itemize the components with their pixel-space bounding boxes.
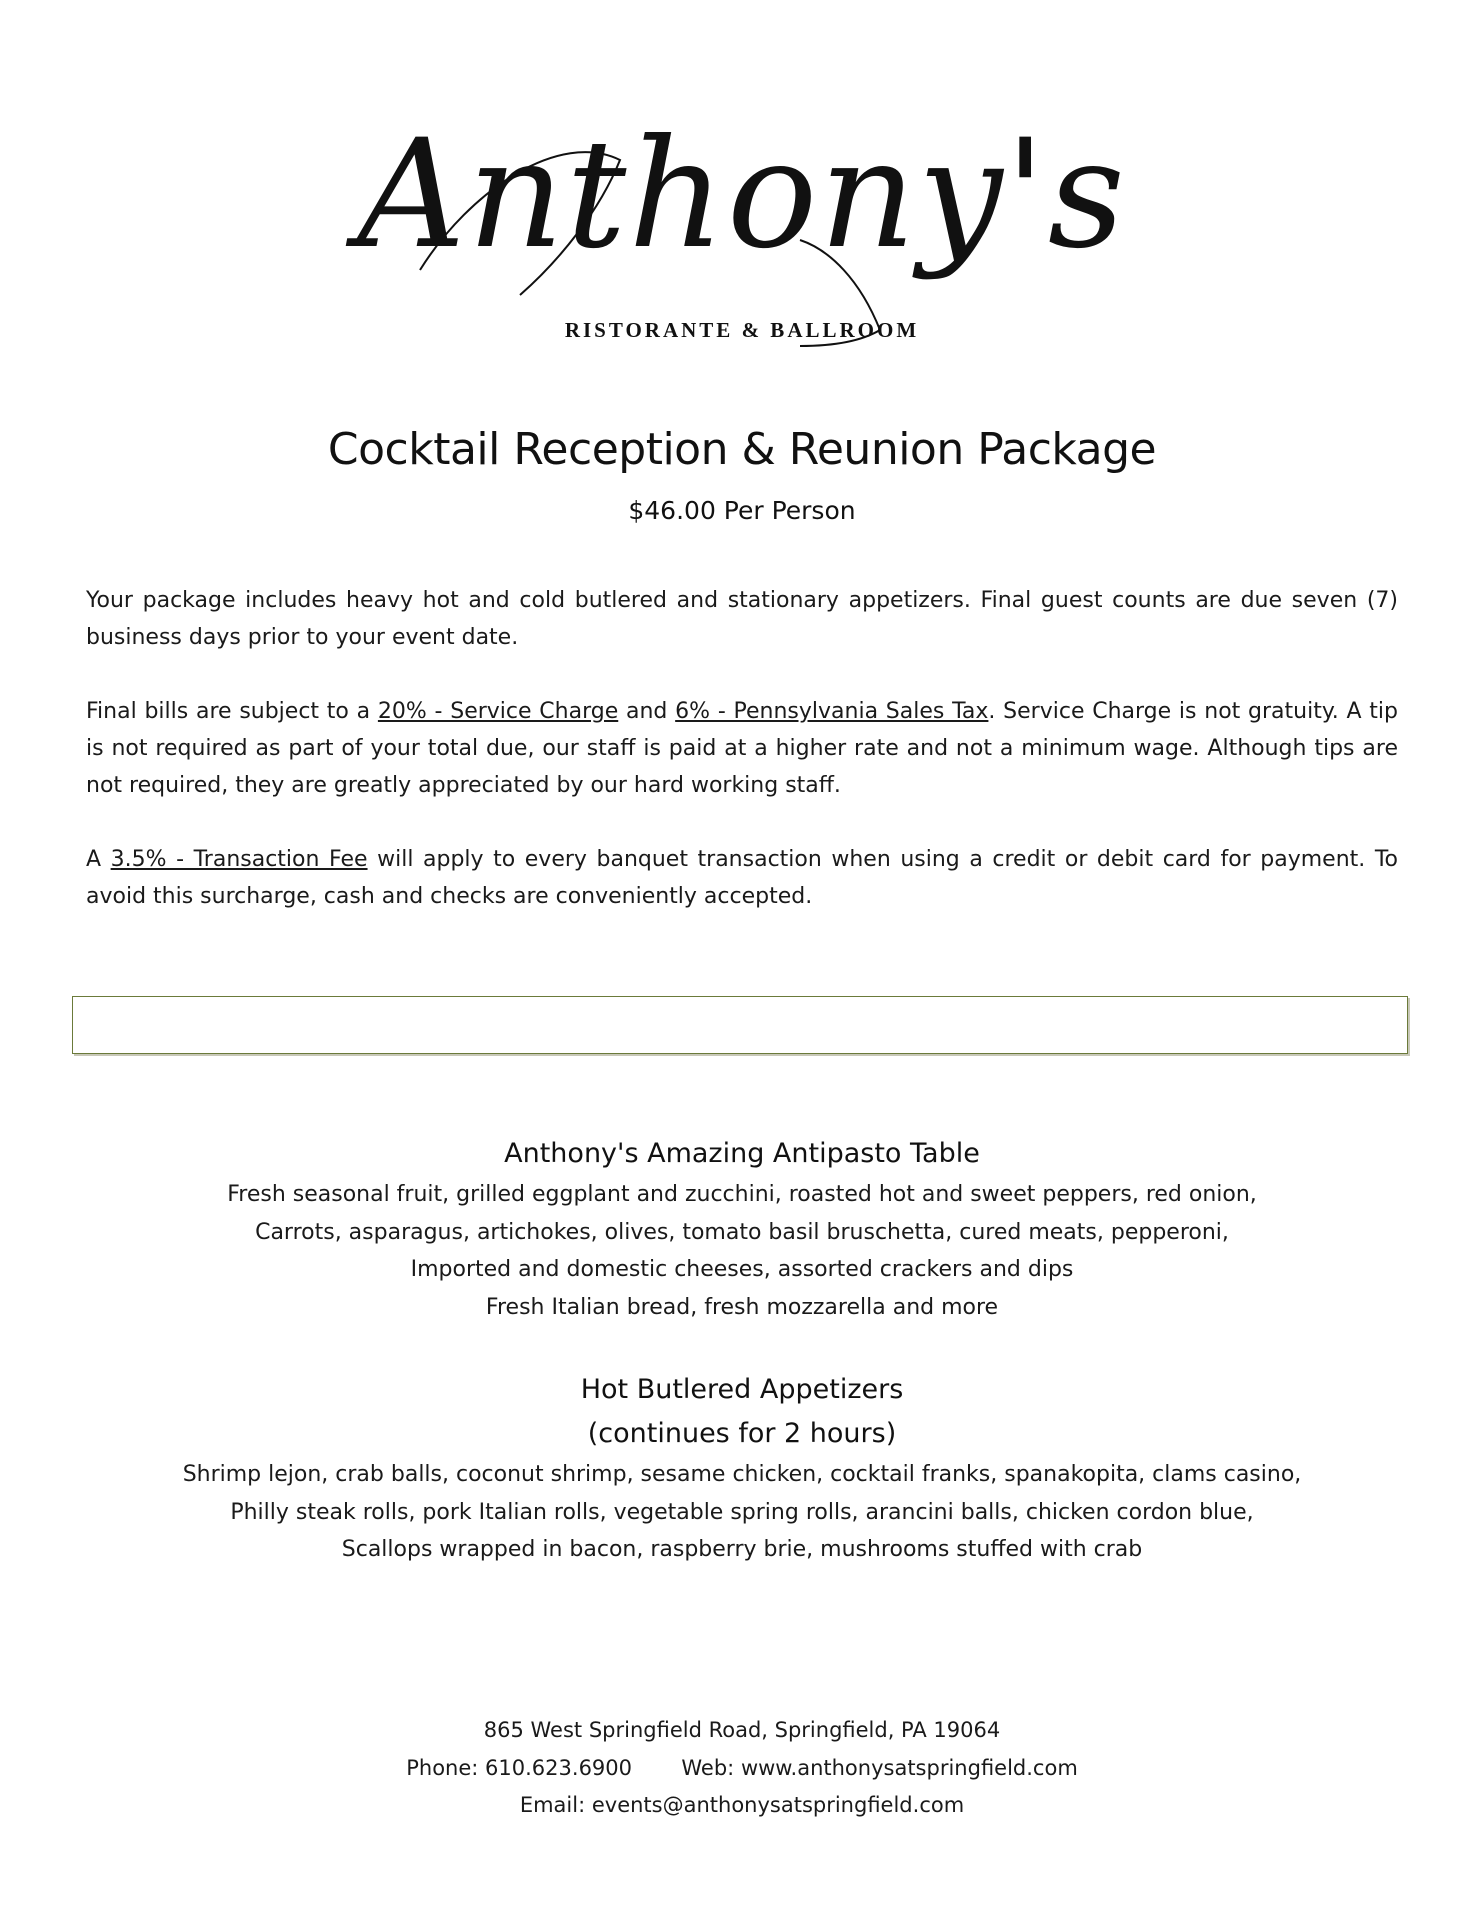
- service-charge-term: 20% - Service Charge: [377, 699, 619, 724]
- text-span: . Service Charge is not gratuity. A tip is not required as part of your total due, our staff is paid at a higher rate and not a minimum wage. Although tips are not required, they are greatly appreciated by our hard working staff.: [86, 699, 1398, 798]
- web-label: Web:: [681, 1755, 735, 1780]
- text-span: will apply to every banquet transaction when using a credit or debit card for payment. To avoid this surcharge, cash and checks are conveniently accepted.: [86, 847, 1399, 909]
- email-label: Email:: [519, 1793, 586, 1817]
- menu-line: Fresh seasonal fruit, grilled eggplant and zucchini, roasted hot and sweet peppers, red onion,: [227, 1182, 1257, 1207]
- menu-line: Scallops wrapped in bacon, raspberry brie, mushrooms stuffed with crab: [341, 1537, 1143, 1562]
- logo-subtitle: RISTORANTE & BALLROOM: [564, 318, 920, 342]
- email-link[interactable]: events@anthonysatspringfield.com: [591, 1793, 965, 1817]
- menu-line: Fresh Italian bread, fresh mozzarella and more: [485, 1294, 999, 1320]
- contact-footer: [0, 1712, 1484, 1825]
- phone-number[interactable]: 610.623.6900: [485, 1755, 633, 1780]
- logo-wordmark: Anthony's: [357, 108, 1127, 282]
- phone-web-line: [0, 1750, 1484, 1788]
- hot-appetizers-section: [0, 1368, 1484, 1569]
- sales-tax-term: 6% - Pennsylvania Sales Tax: [675, 699, 989, 724]
- page-title: Cocktail Reception & Reunion Package: [327, 424, 1157, 475]
- section-title: Anthony's Amazing Antipasto Table: [504, 1138, 980, 1169]
- price-per-person: $46.00 Per Person: [628, 496, 856, 525]
- menu-line: Philly steak rolls, pork Italian rolls, vegetable spring rolls, arancini balls, chicken cordon blue,: [230, 1499, 1254, 1525]
- menu-line: Carrots, asparagus, artichokes, olives, tomato basil bruschetta, cured meats, pepperoni,: [255, 1219, 1229, 1245]
- antipasto-section: [0, 1132, 1484, 1326]
- text-span: A: [86, 847, 111, 872]
- text-span: Final bills are subject to a: [86, 699, 378, 724]
- intro-paragraph-transaction-fee: [86, 841, 1398, 915]
- restaurant-logo: [0, 108, 1484, 350]
- email-line: [0, 1787, 1484, 1825]
- section-subtitle: (continues for 2 hours): [587, 1418, 897, 1449]
- transaction-fee-term: 3.5% - Transaction Fee: [110, 847, 368, 872]
- menu-line: Shrimp lejon, crab balls, coconut shrimp, sesame chicken, cocktail franks, spanakopita, clams casino,: [182, 1462, 1302, 1487]
- intro-paragraph-guest-counts: Your package includes heavy hot and cold butlered and stationary appetizers. Final guest counts are due seven (7) business days prior to your event date.: [86, 588, 1398, 650]
- menu-line: Imported and domestic cheeses, assorted crackers and dips: [410, 1257, 1074, 1282]
- phone-label: Phone:: [406, 1755, 479, 1780]
- section-title: Hot Butlered Appetizers: [580, 1374, 904, 1405]
- website-link[interactable]: www.anthonysatspringfield.com: [740, 1755, 1078, 1780]
- address: 865 West Springfield Road, Springfield, PA 19064: [483, 1718, 1001, 1742]
- intro-paragraph-service-charge: [86, 693, 1398, 804]
- text-span: and: [618, 699, 676, 724]
- empty-bordered-box: [72, 996, 1408, 1054]
